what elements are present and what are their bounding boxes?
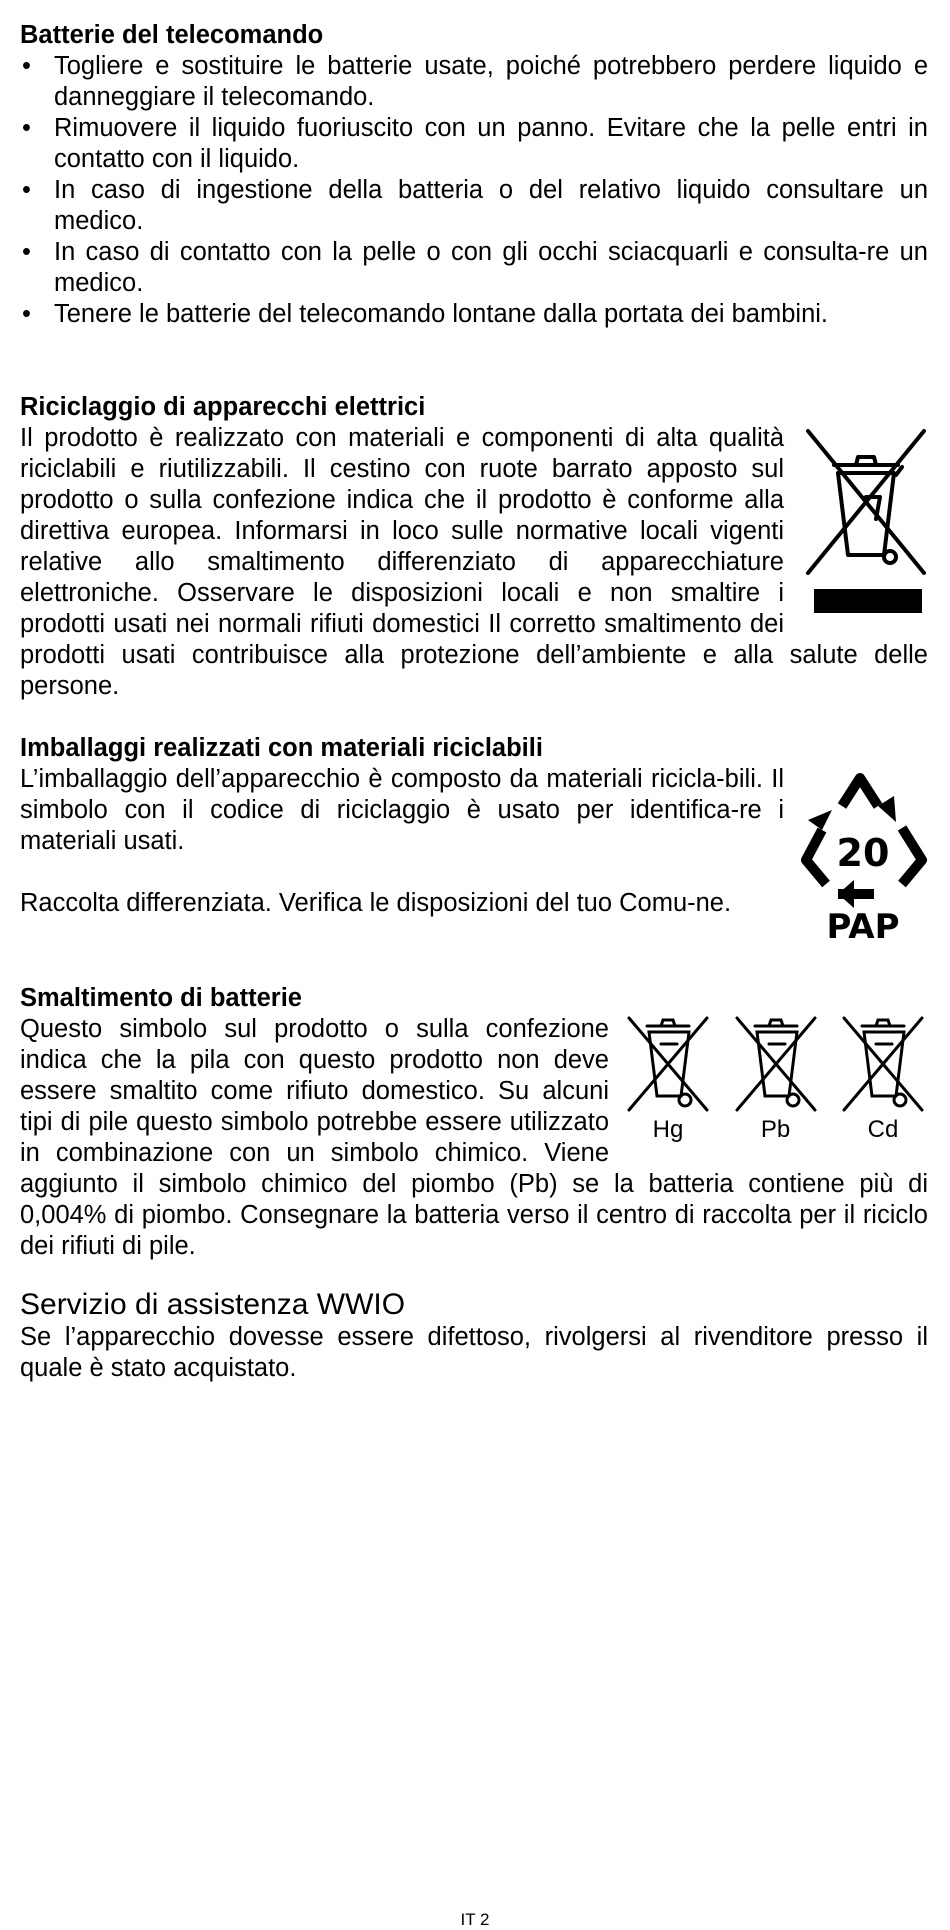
section-text: Se l’apparecchio dovesse essere difettoso, rivolgersi al rivenditore presso il quale è stato acquistato. [20, 1323, 928, 1382]
list-item: • In caso di ingestione della batteria o del relativo liquido consultare un medico. [20, 175, 928, 237]
recycling-label: PAP [826, 907, 900, 946]
section-text: Questo simbolo sul prodotto o sulla confezione indica che la pila con questo prodotto non deve essere smaltito come rifiuto domestico. Su alcuni tipi di pile questo simbolo potrebbe essere utilizzato in combinazione con un simbolo chimico. Viene aggiunto il simbolo chimico del piombo (Pb) se la batteria contiene più di 0,004% di piombo. Consegnare la batteria verso il centro di raccolta per il riciclo dei rifiuti di pile. [20, 1015, 928, 1260]
battery-bin-icon [838, 1014, 928, 1154]
page-number: IT 2 [460, 1910, 490, 1929]
list-item: • Togliere e sostituire le batterie usate, poiché potrebbero perdere liquido e danneggiare il telecomando. [20, 51, 928, 113]
list-item: • Rimuovere il liquido fuoriuscito con un panno. Evitare che la pelle entri in contatto con il liquido. [20, 113, 928, 175]
section-title: Servizio di assistenza WWIO [20, 1288, 406, 1321]
battery-bin-icon [731, 1014, 821, 1154]
weee-bin-icon [804, 427, 928, 617]
section-title: Batterie del telecomando [20, 21, 324, 49]
section-packaging [20, 733, 928, 952]
document-page [20, 20, 928, 1384]
section-service [20, 1288, 928, 1384]
list-item: • In caso di contatto con la pelle o con gli occhi sciacquarli e consulta-re un medico. [20, 237, 928, 299]
section-text: L’imballaggio dell’apparecchio è composto da materiali ricicla-bili. Il simbolo con il codice di riciclaggio è usato per identifica-re i materiali usati. [20, 765, 784, 855]
section-remote-batteries [20, 20, 928, 330]
battery-bin-icon [623, 1014, 713, 1154]
section-battery-disposal [20, 983, 928, 1262]
battery-symbols [623, 1014, 928, 1154]
bullet-list [20, 51, 928, 330]
section-title: Imballaggi realizzati con materiali riciclabili [20, 734, 543, 762]
list-item: • Tenere le batterie del telecomando lontane dalla portata dei bambini. [20, 299, 928, 330]
chem-symbol: Cd [867, 1116, 899, 1143]
section-text: Il prodotto è realizzato con materiali e componenti di alta qualità riciclabili e riutilizzabili. Il cestino con ruote barrato apposto sul prodotto o sulla confezione indica che il prodotto è conforme alla direttiva europea. Informarsi in loco sulle normative locali vigenti relative allo smaltimento differenziato di apparecchiature elettroniche. Osservare le disposizioni locali e non smaltire i prodotti usati nei normali rifiuti domestici Il corretto smaltimento dei prodotti usati contribuisce alla protezione dell’ambiente e alla salute delle persone. [20, 424, 928, 700]
recycling-code: 20 [836, 831, 890, 875]
section-text-2: Raccolta differenziata. Verifica le disposizioni del tuo Comu-ne. [20, 889, 732, 917]
recycling-triangle-icon [798, 766, 928, 946]
chem-symbol: Pb [760, 1116, 791, 1143]
section-title: Riciclaggio di apparecchi elettrici [20, 393, 426, 421]
section-recycling [20, 392, 928, 702]
section-title: Smaltimento di batterie [20, 984, 302, 1012]
chem-symbol: Hg [652, 1116, 684, 1143]
